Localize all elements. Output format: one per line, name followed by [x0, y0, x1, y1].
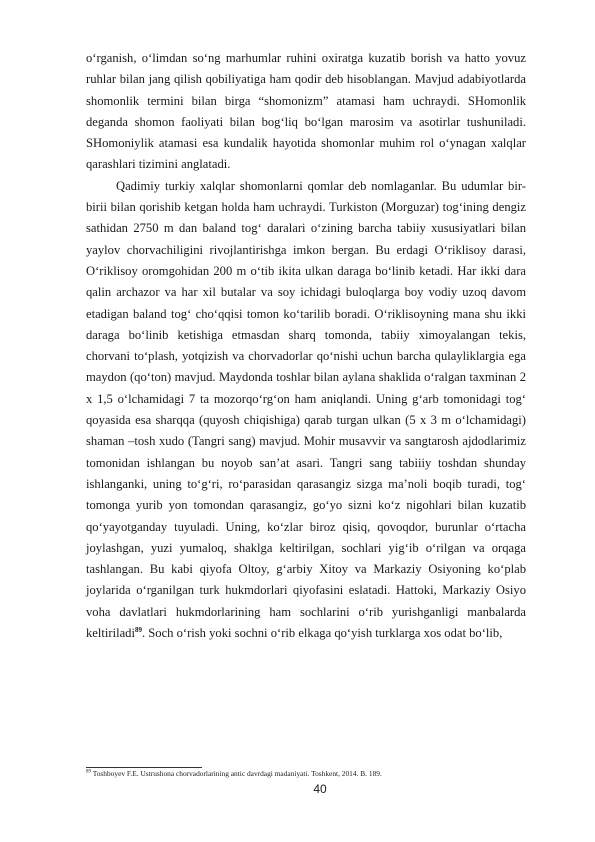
paragraph-1: o‘rganish, o‘limdan so‘ng marhumlar ruhini oxiratga kuzatib borish va hatto yovuz ruhlar bilan jang qilish qobiliyatiga ham qodir deb hisoblangan. Mavjud adabiyotlarda shomonlik termini bilan birga “shomonizm” atamasi ham uchraydi. SHomonlik deganda shomon faoliyati bilan bog‘liq bo‘lgan marosim va asotirlar tushuniladi. SHomoniylik atamasi esa kundalik hayotida shomonlar muhim rol o‘ynagan xalqlar qarashlari tizimini anglatadi. [86, 51, 526, 172]
footnote [86, 769, 526, 779]
footnote-divider [86, 767, 202, 768]
paragraph-2 [86, 176, 526, 645]
paragraph-2-tail: . Soch o‘rish yoki sochni o‘rib elkaga qo‘yish turklarga xos odat bo‘lib, [141, 626, 503, 641]
footnote-reference: 89 [134, 625, 142, 634]
footnote-text: Toshboyev F.E. Ustrushona chorvadorlarining antic davrdagi madaniyati. Toshkent, 2014. B. 189. [91, 769, 382, 778]
paragraph-2-text: Qadimiy turkiy xalqlar shomonlarni qomlar deb nomlaganlar. Bu udumlar bir-birii bilan qorishib ketgan holda ham uchraydi. Turkiston (Morguzar) tog‘ining dengiz sathidan 2750 m dan baland tog‘ daralari o‘zining barcha tabiiy xususiyatlari bilan yaylov chorvachiligini rivojlantirishga imkon bergan. Bu erdagi O‘riklisoy darasi, O‘riklisoy oromgohidan 200 m o‘tib ikita ulkan daraga bo‘linib ketadi. Har ikki dara qalin archazor va har xil butalar va soy ichidagi buloqlarga boy vodiy uzoq davom etadigan baland tog‘ cho‘qqisi tomon ko‘tarilib boradi. O‘riklisoyning mana shu ikki daraga bo‘linib ketishiga etmasdan sharq tomonda, tabiiy ximoyalangan tekis, chorvani to‘plash, yotqizish va chorvadorlar qo‘nishi uchun barcha qulayliklargia ega maydon (qo‘ton) mavjud. Maydonda toshlar bilan aylana shaklida o‘ralgan taxminan 2 x 1,5 o‘lchamidagi 7 ta mozorqo‘rg‘on ham aniqlandi. Uning g‘arb tomonidagi tog‘ qoyasida esa sharqqa (quyosh chiqishiga) qarab turgan ulkan (5 x 3 m o‘lchamidagi) shaman –tosh xudo (Tangri sang) mavjud. Mohir musavvir va sangtarosh ajdodlarimiz tomonidan ishlangan bu noyob san’at asari. Tangri sang tabiiiy toshdan shunday ishlanganki, uning to‘g‘ri, ro‘parasidan qarasangiz sizga ma’noli boqib turadi, tog‘ tomonga yurib yon tomondan qarasangiz, go‘yo sizni ko‘z nigohlari bilan kuzatib qo‘yayotganday tuyuladi. Uning, ko‘zlar biroz qisiq, qovoqdor, burunlar o‘rtacha joylashgan, yuzi yumaloq, shaklga keltirilgan, sochlari yig‘ib o‘rilgan va orqaga tashlangan. Bu kabi qiyofa Oltoy, g‘arbiy Xitoy va Markaziy Osiyoning ko‘plab joylarida o‘rganilgan turk hukmdorlari qiyofasini eslatadi. Hattoki, Markaziy Osiyo voha davlatlari hukmdorlarining ham sochlarini o‘rib yurishganligi manbalarda keltiriladi [86, 178, 526, 641]
page-number: 40 [313, 782, 327, 796]
footnote-number: 89 [86, 769, 91, 775]
body-text [86, 48, 526, 644]
